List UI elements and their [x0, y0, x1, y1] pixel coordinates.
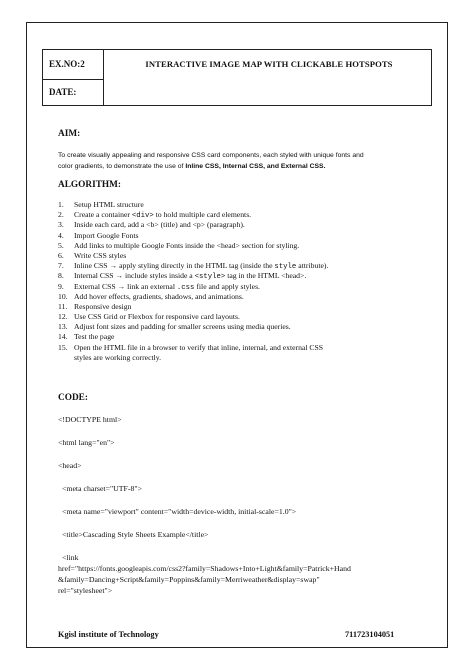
exercise-title: INTERACTIVE IMAGE MAP WITH CLICKABLE HOTSPOTS: [145, 59, 393, 69]
algorithm-step: 12. Use CSS Grid or Flexbox for responsive card layouts.: [58, 312, 240, 322]
code-line: <!DOCTYPE html>: [58, 415, 122, 424]
algorithm-step: 4. Import Google Fonts: [58, 230, 139, 240]
algorithm-step: 6. Write CSS styles: [58, 250, 127, 260]
algorithm-list: [58, 200, 430, 363]
algorithm-step: 15. Open the HTML file in a browser to verify that inline, internal, and external CSS styles are working correctly.: [58, 342, 324, 362]
code-line: <meta charset="UTF-8">: [62, 484, 142, 493]
algorithm-step: 14. Test the page: [58, 332, 115, 342]
algorithm-heading: ALGORITHM:: [58, 180, 122, 190]
algorithm-step: 3. Inside each card, add a <b> (title) and <p> (paragraph).: [58, 220, 245, 230]
aim-text: [58, 151, 430, 172]
algorithm-step: 9. External CSS → link an external .css file and apply styles.: [58, 281, 260, 292]
aim-emphasis: Inline CSS, Internal CSS, and External CSS.: [185, 162, 326, 170]
aim-line-1: To create visually appealing and responsive CSS card components, each styled with unique fonts and: [58, 152, 364, 159]
algorithm-step: 7. Inline CSS → apply styling directly in the HTML tag (inside the style attribute).: [58, 261, 329, 272]
algorithm-step: 2. Create a container <div> to hold multiple card elements.: [58, 210, 252, 221]
algorithm-step: 5. Add links to multiple Google Fonts inside the <head> section for styling.: [58, 240, 300, 250]
algorithm-step: 11. Responsive design: [58, 301, 132, 311]
algorithm-step: 1. Setup HTML structure: [58, 200, 144, 209]
aim-line-2: color gradients, to demonstrate the use of: [58, 162, 186, 170]
code-line: <title>Cascading Style Sheets Example</title>: [62, 530, 209, 539]
algorithm-step: 13. Adjust font sizes and padding for smaller screens using media queries.: [58, 322, 291, 332]
aim-heading: AIM:: [58, 129, 81, 139]
code-line: <meta name="viewport" content="width=device-width, initial-scale=1.0">: [62, 507, 297, 516]
code-line: <head>: [58, 461, 82, 470]
exercise-number: EX.NO:2: [49, 59, 85, 69]
table-divider: [43, 79, 103, 80]
code-line: rel="stylesheet">: [58, 586, 113, 595]
code-line: <html lang="en">: [58, 438, 115, 447]
table-divider: [103, 50, 104, 105]
date-label: DATE:: [49, 87, 77, 97]
footer-roll-number: 711723104051: [345, 630, 395, 639]
algorithm-step: 8. Internal CSS → include styles inside a <style> tag in the HTML <head>.: [58, 271, 307, 282]
code-line: href="https://fonts.googleapis.com/css2?family=Shadows+Into+Light&family=Patrick+Hand: [58, 564, 351, 573]
code-heading: CODE:: [58, 393, 88, 403]
algorithm-step: 10. Add hover effects, gradients, shadows, and animations.: [58, 291, 244, 301]
header-table: [42, 49, 432, 106]
footer-institute: Kgisl institute of Technology: [58, 630, 159, 639]
code-line: <link: [62, 553, 79, 562]
code-line: &family=Dancing+Script&family=Poppins&family=Merriweather&display=swap": [58, 575, 320, 584]
